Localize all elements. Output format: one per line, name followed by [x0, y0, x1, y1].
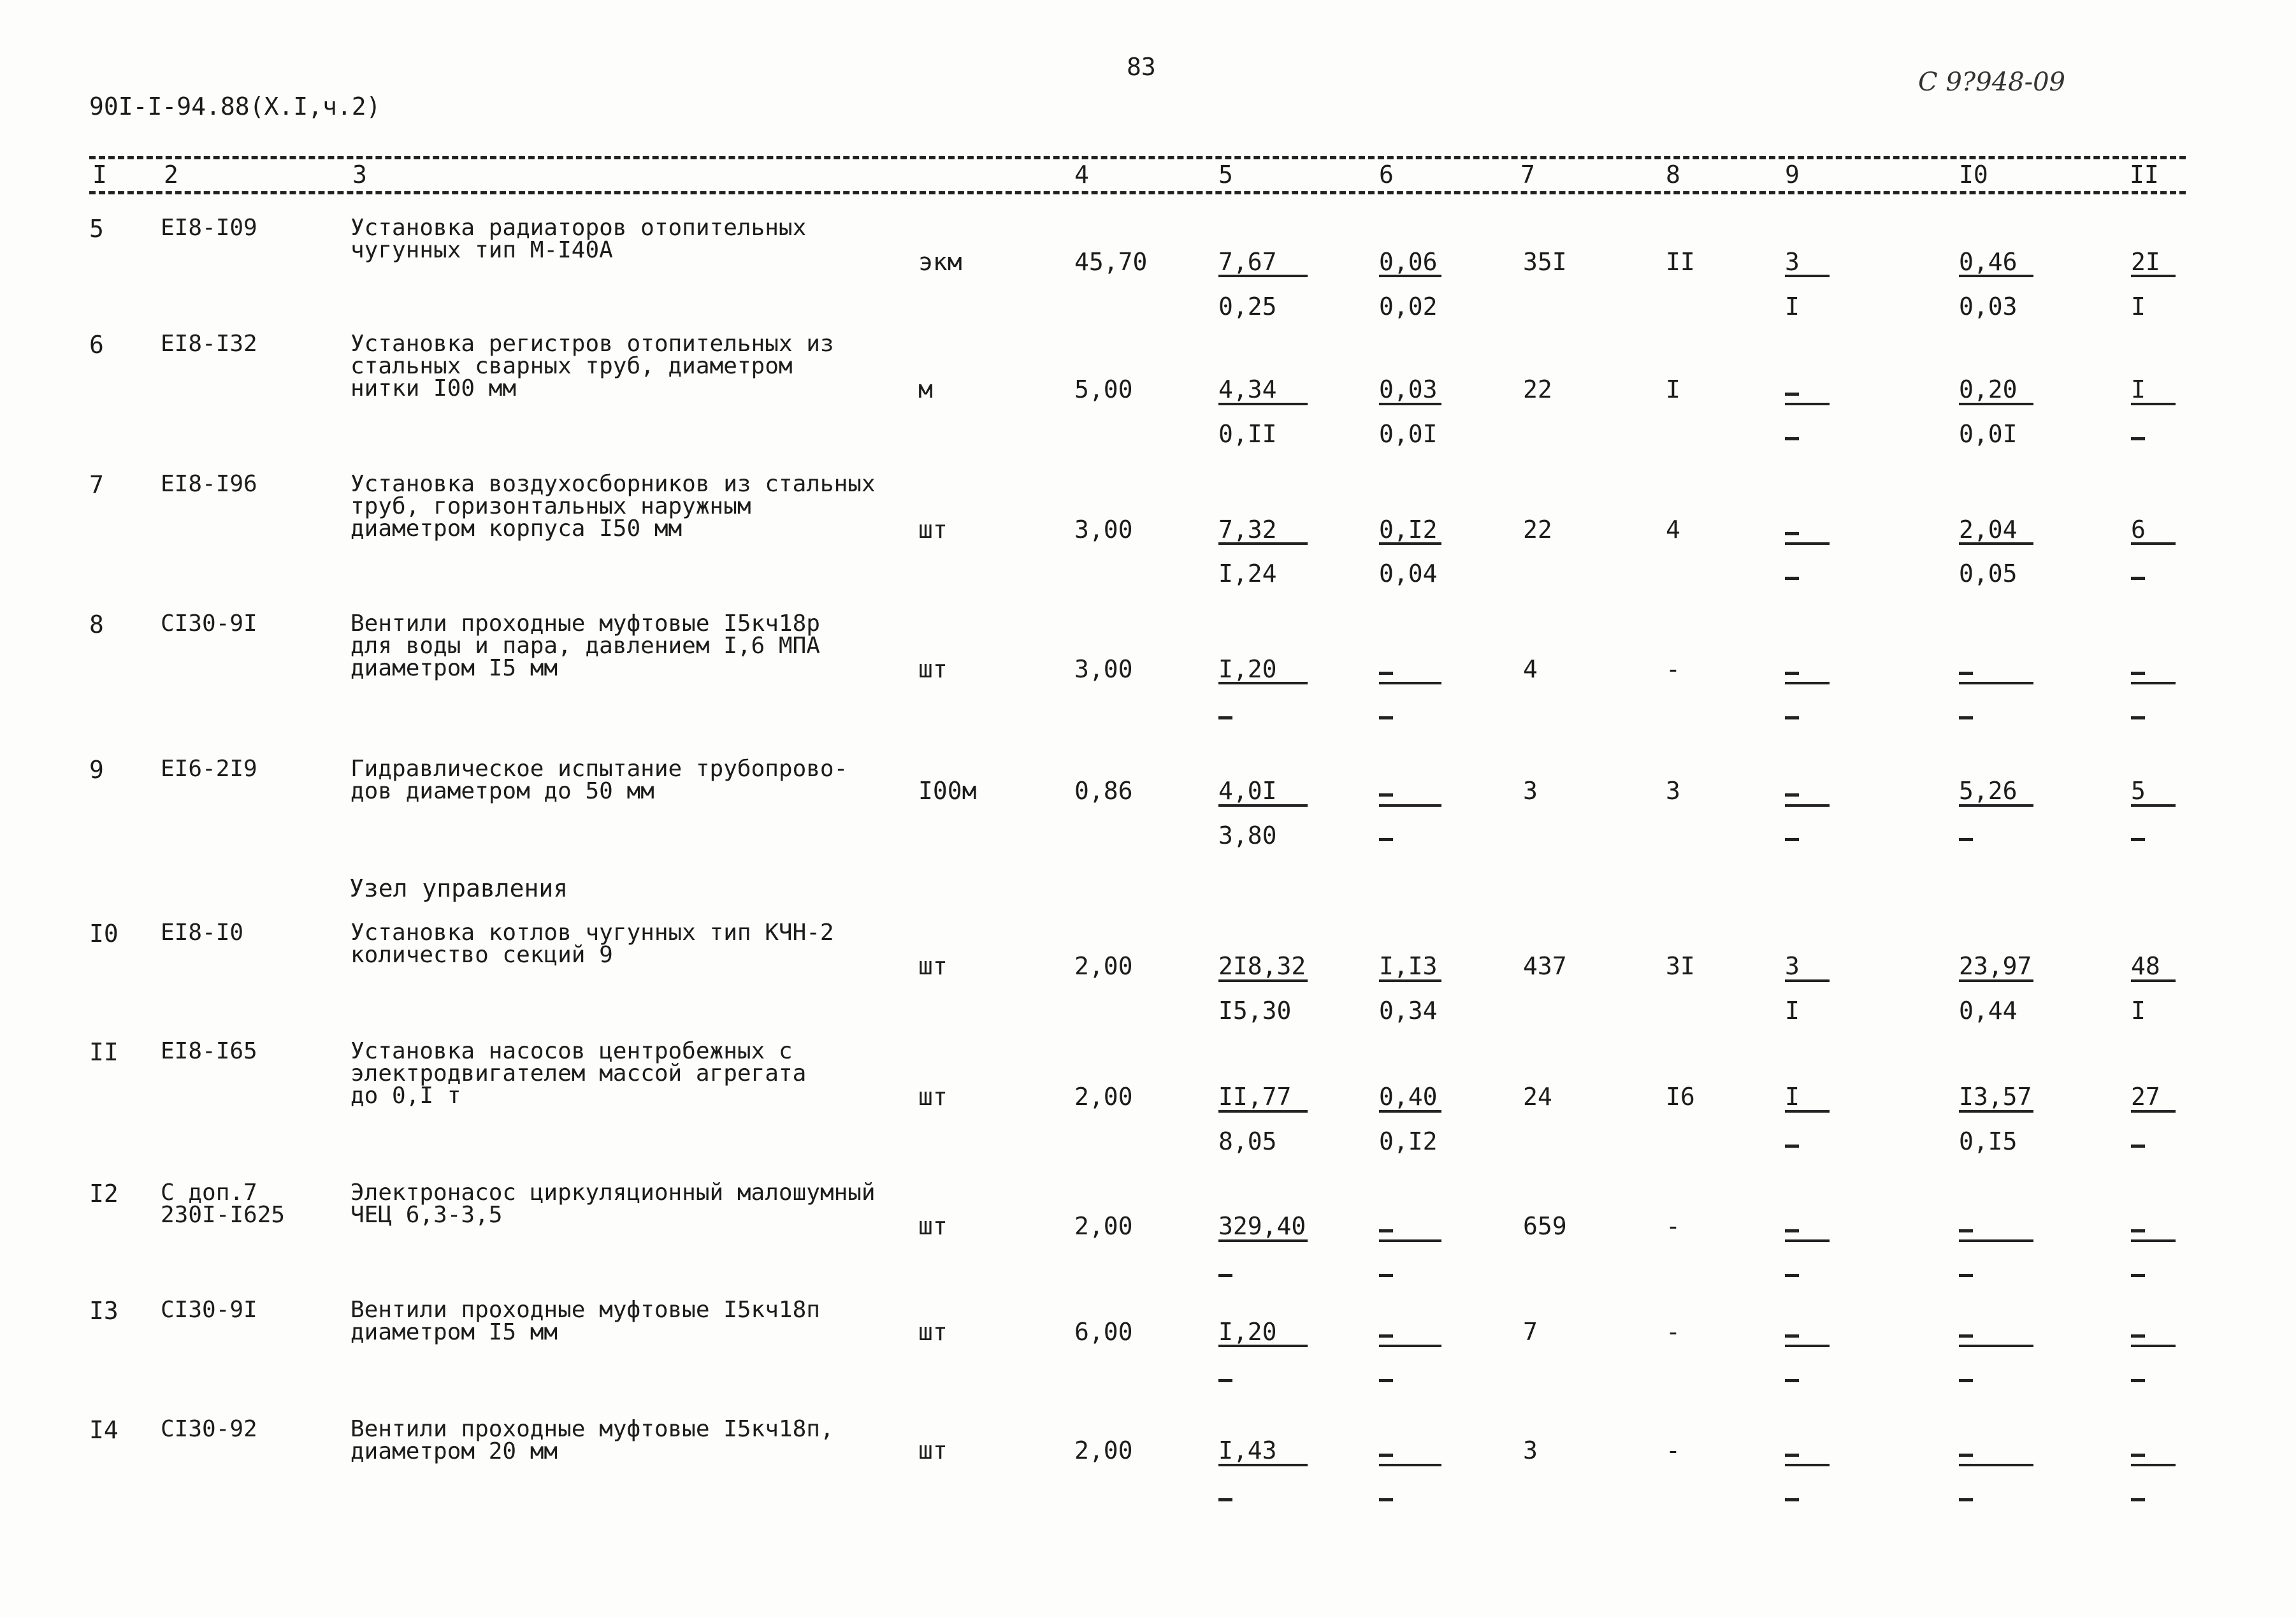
c9-numerator-dash — [1785, 1229, 1799, 1232]
item-code: EI8-I96 — [161, 471, 257, 497]
c11-denominator-dash — [2131, 1274, 2145, 1277]
col8-value: - — [1666, 1436, 1680, 1464]
c6-numerator-dash — [1379, 793, 1393, 797]
item-description: Установка воздухосборников из стальных труб, горизонтальных наружным диаметром корпуса I50 мм — [350, 471, 876, 542]
archive-stamp: С 9?948-09 — [1918, 68, 2065, 97]
column-header: I — [92, 161, 107, 189]
c6-denominator-dash — [1379, 716, 1393, 719]
c9-fraction-bar — [1785, 804, 1830, 807]
c11-numerator: I — [2131, 375, 2146, 403]
column-header: 5 — [1218, 161, 1233, 189]
c11-denominator-dash — [2131, 838, 2145, 841]
c9-numerator-dash — [1785, 532, 1799, 535]
c5-numerator: 329,40 — [1218, 1212, 1306, 1240]
c9-numerator-dash — [1785, 672, 1799, 675]
c5-denominator: 3,80 — [1218, 821, 1277, 849]
c11-denominator: I — [2131, 293, 2146, 321]
c6-numerator-dash — [1379, 1334, 1393, 1338]
doc-code: 90I-I-94.88(X.I,ч.2) — [89, 92, 381, 120]
quantity: 6,00 — [1074, 1318, 1133, 1346]
col8-value: 4 — [1666, 516, 1680, 544]
header-rule-top — [89, 156, 2186, 159]
c10-numerator: I3,57 — [1959, 1083, 2032, 1111]
item-description: Установка насосов центробежных с электродвигателем массой агрегата до 0,I т — [350, 1038, 807, 1109]
c5-denominator: 0,II — [1218, 420, 1277, 448]
item-code: CI30-9I — [161, 1297, 257, 1323]
c9-numerator: 3 — [1785, 952, 1800, 980]
row-number: I0 — [89, 920, 119, 948]
c11-numerator: 2I — [2131, 248, 2160, 276]
col7-value: 659 — [1523, 1212, 1567, 1240]
quantity: 2,00 — [1074, 1436, 1133, 1464]
col8-value: - — [1666, 1318, 1680, 1346]
c11-denominator-dash — [2131, 1379, 2145, 1382]
c11-numerator-dash — [2131, 1229, 2145, 1232]
c9-fraction-bar — [1785, 1464, 1830, 1466]
c10-numerator-dash — [1959, 1229, 1973, 1232]
c9-numerator-dash — [1785, 1334, 1799, 1338]
c10-fraction-bar — [1959, 1239, 2033, 1242]
item-description: Гидравлическое испытание трубопрово- дов диаметром до 50 мм — [350, 756, 848, 804]
c5-denominator: I,24 — [1218, 560, 1277, 588]
item-description: Установка котлов чугунных тип КЧН-2 количество секций 9 — [350, 920, 834, 968]
col7-value: 437 — [1523, 952, 1567, 980]
c6-numerator: I,I3 — [1379, 952, 1438, 980]
c11-numerator-dash — [2131, 1334, 2145, 1338]
column-header: 3 — [352, 161, 367, 189]
c10-denominator-dash — [1959, 716, 1973, 719]
item-code: С доп.7 230I-I625 — [161, 1180, 285, 1228]
col8-value: II — [1666, 248, 1695, 276]
col7-value: 22 — [1523, 516, 1552, 544]
column-header: 2 — [164, 161, 178, 189]
c11-denominator: I — [2131, 997, 2146, 1025]
col7-value: 7 — [1523, 1318, 1538, 1346]
unit-of-measure: шт — [918, 1212, 948, 1240]
c6-numerator-dash — [1379, 672, 1393, 675]
c6-denominator: 0,I2 — [1379, 1127, 1438, 1155]
col7-value: 3 — [1523, 777, 1538, 805]
item-description: Установка радиаторов отопительных чугунных тип М-I40А — [350, 215, 807, 263]
c9-denominator-dash — [1785, 838, 1799, 841]
c5-denominator: I5,30 — [1218, 997, 1292, 1025]
c9-fraction-bar — [1785, 542, 1830, 545]
c10-denominator: 0,03 — [1959, 293, 2018, 321]
c6-fraction-bar — [1379, 1464, 1441, 1466]
c11-fraction-bar — [2131, 1345, 2176, 1347]
col8-value: 3 — [1666, 777, 1680, 805]
col7-value: 3 — [1523, 1436, 1538, 1464]
page-number: 83 — [1127, 53, 1156, 81]
c9-denominator: I — [1785, 997, 1800, 1025]
c5-numerator: I,20 — [1218, 1318, 1277, 1346]
unit-of-measure: экм — [918, 248, 962, 276]
col7-value: 22 — [1523, 375, 1552, 403]
c10-numerator-dash — [1959, 672, 1973, 675]
col7-value: 35I — [1523, 248, 1567, 276]
c11-numerator: 48 — [2131, 952, 2160, 980]
c10-numerator: 5,26 — [1959, 777, 2018, 805]
c9-numerator-dash — [1785, 393, 1799, 396]
c5-numerator: I,43 — [1218, 1436, 1277, 1464]
c6-numerator: 0,06 — [1379, 248, 1438, 276]
unit-of-measure: шт — [918, 655, 948, 683]
c10-denominator: 0,44 — [1959, 997, 2018, 1025]
c11-numerator-dash — [2131, 672, 2145, 675]
c9-denominator-dash — [1785, 577, 1799, 580]
c5-denominator-dash — [1218, 1379, 1232, 1382]
c11-numerator-dash — [2131, 1454, 2145, 1457]
row-number: I4 — [89, 1416, 119, 1444]
c9-denominator-dash — [1785, 716, 1799, 719]
c11-numerator: 5 — [2131, 777, 2146, 805]
col8-value: I — [1666, 375, 1680, 403]
unit-of-measure: I00м — [918, 777, 977, 805]
quantity: 3,00 — [1074, 516, 1133, 544]
c10-denominator-dash — [1959, 1498, 1973, 1501]
item-code: EI8-I65 — [161, 1038, 257, 1064]
c9-denominator-dash — [1785, 1498, 1799, 1501]
unit-of-measure: шт — [918, 952, 948, 980]
item-code: EI8-I0 — [161, 920, 244, 946]
c5-numerator: II,77 — [1218, 1083, 1292, 1111]
c9-numerator: 3 — [1785, 248, 1800, 276]
c6-numerator: 0,I2 — [1379, 516, 1438, 544]
column-header: II — [2130, 161, 2159, 189]
c10-denominator: 0,I5 — [1959, 1127, 2018, 1155]
item-code: EI6-2I9 — [161, 756, 257, 782]
c11-fraction-bar — [2131, 682, 2176, 684]
item-description: Установка регистров отопительных из стальных сварных труб, диаметром нитки I00 мм — [350, 331, 834, 401]
c11-denominator-dash — [2131, 577, 2145, 580]
c10-denominator-dash — [1959, 1379, 1973, 1382]
col8-value: - — [1666, 1212, 1680, 1240]
c11-denominator-dash — [2131, 716, 2145, 719]
c9-numerator-dash — [1785, 793, 1799, 797]
item-description: Вентили проходные муфтовые I5кч18п диаметром I5 мм — [350, 1297, 820, 1345]
c10-numerator-dash — [1959, 1334, 1973, 1338]
c10-fraction-bar — [1959, 682, 2033, 684]
quantity: 2,00 — [1074, 1083, 1133, 1111]
c9-numerator-dash — [1785, 1454, 1799, 1457]
col8-value: I6 — [1666, 1083, 1695, 1111]
c6-fraction-bar — [1379, 1345, 1441, 1347]
c6-numerator-dash — [1379, 1229, 1393, 1232]
c10-numerator: 23,97 — [1959, 952, 2032, 980]
c5-numerator: 4,34 — [1218, 375, 1277, 403]
c6-denominator: 0,04 — [1379, 560, 1438, 588]
c11-numerator: 6 — [2131, 516, 2146, 544]
c9-fraction-bar — [1785, 682, 1830, 684]
unit-of-measure: шт — [918, 1318, 948, 1346]
row-number: 6 — [89, 331, 104, 359]
column-header: 6 — [1379, 161, 1394, 189]
c5-numerator: 2I8,32 — [1218, 952, 1306, 980]
c6-fraction-bar — [1379, 804, 1441, 807]
row-number: 7 — [89, 471, 104, 499]
column-header: 4 — [1074, 161, 1089, 189]
item-description: Вентили проходные муфтовые I5кч18п, диаметром 20 мм — [350, 1416, 834, 1464]
c10-numerator-dash — [1959, 1454, 1973, 1457]
c6-denominator: 0,02 — [1379, 293, 1438, 321]
c6-denominator-dash — [1379, 1498, 1393, 1501]
item-code: EI8-I32 — [161, 331, 257, 357]
section-title: Узел управления — [349, 874, 568, 902]
col8-value: 3I — [1666, 952, 1695, 980]
quantity: 2,00 — [1074, 952, 1133, 980]
column-header: I0 — [1959, 161, 1988, 189]
c10-denominator: 0,0I — [1959, 420, 2018, 448]
c6-numerator-dash — [1379, 1454, 1393, 1457]
c9-denominator-dash — [1785, 1274, 1799, 1277]
c10-denominator-dash — [1959, 1274, 1973, 1277]
c9-fraction-bar — [1785, 1345, 1830, 1347]
column-header: 9 — [1785, 161, 1800, 189]
c9-denominator-dash — [1785, 1379, 1799, 1382]
col7-value: 24 — [1523, 1083, 1552, 1111]
c11-denominator-dash — [2131, 1498, 2145, 1501]
c5-denominator: 8,05 — [1218, 1127, 1277, 1155]
row-number: 9 — [89, 756, 104, 784]
c5-denominator: 0,25 — [1218, 293, 1277, 321]
row-number: I3 — [89, 1297, 119, 1325]
c10-denominator-dash — [1959, 838, 1973, 841]
item-description: Вентили проходные муфтовые I5кч18р для воды и пара, давлением I,6 МПА диаметром I5 мм — [350, 610, 820, 681]
c6-denominator-dash — [1379, 1379, 1393, 1382]
c6-denominator-dash — [1379, 1274, 1393, 1277]
column-header: 8 — [1666, 161, 1680, 189]
column-header: 7 — [1520, 161, 1535, 189]
c11-fraction-bar — [2131, 1239, 2176, 1242]
c10-fraction-bar — [1959, 1345, 2033, 1347]
c10-numerator: 2,04 — [1959, 516, 2018, 544]
row-number: 5 — [89, 215, 104, 243]
c10-numerator: 0,20 — [1959, 375, 2018, 403]
item-code: EI8-I09 — [161, 215, 257, 241]
row-number: 8 — [89, 610, 104, 639]
unit-of-measure: шт — [918, 1083, 948, 1111]
c11-denominator-dash — [2131, 437, 2145, 440]
c5-numerator: 7,32 — [1218, 516, 1277, 544]
c5-numerator: 4,0I — [1218, 777, 1277, 805]
row-number: II — [89, 1038, 119, 1066]
c9-denominator-dash — [1785, 1145, 1799, 1148]
item-code: CI30-92 — [161, 1416, 257, 1442]
c9-fraction-bar — [1785, 1239, 1830, 1242]
quantity: 45,70 — [1074, 248, 1148, 276]
quantity: 0,86 — [1074, 777, 1133, 805]
unit-of-measure: шт — [918, 1436, 948, 1464]
c9-denominator: I — [1785, 293, 1800, 321]
c6-denominator-dash — [1379, 838, 1393, 841]
c5-numerator: I,20 — [1218, 655, 1277, 683]
c6-numerator: 0,03 — [1379, 375, 1438, 403]
c5-numerator: 7,67 — [1218, 248, 1277, 276]
c9-numerator: I — [1785, 1083, 1800, 1111]
c5-denominator-dash — [1218, 1498, 1232, 1501]
c6-fraction-bar — [1379, 682, 1441, 684]
c11-denominator-dash — [2131, 1145, 2145, 1148]
c5-denominator-dash — [1218, 1274, 1232, 1277]
c9-fraction-bar — [1785, 403, 1830, 405]
c6-denominator: 0,0I — [1379, 420, 1438, 448]
quantity: 3,00 — [1074, 655, 1133, 683]
c9-denominator-dash — [1785, 437, 1799, 440]
col8-value: - — [1666, 655, 1680, 683]
item-code: CI30-9I — [161, 610, 257, 637]
header-rule-bottom — [89, 191, 2186, 194]
c6-denominator: 0,34 — [1379, 997, 1438, 1025]
c5-denominator-dash — [1218, 716, 1232, 719]
row-number: I2 — [89, 1180, 119, 1208]
c11-numerator: 27 — [2131, 1083, 2160, 1111]
quantity: 5,00 — [1074, 375, 1133, 403]
unit-of-measure: шт — [918, 516, 948, 544]
c10-fraction-bar — [1959, 1464, 2033, 1466]
col7-value: 4 — [1523, 655, 1538, 683]
c6-numerator: 0,40 — [1379, 1083, 1438, 1111]
unit-of-measure: м — [918, 375, 933, 403]
c11-fraction-bar — [2131, 1464, 2176, 1466]
c10-numerator: 0,46 — [1959, 248, 2018, 276]
quantity: 2,00 — [1074, 1212, 1133, 1240]
c10-denominator: 0,05 — [1959, 560, 2018, 588]
c6-fraction-bar — [1379, 1239, 1441, 1242]
item-description: Электронасос циркуляционный малошумный ЧЕЦ 6,3-3,5 — [350, 1180, 876, 1228]
